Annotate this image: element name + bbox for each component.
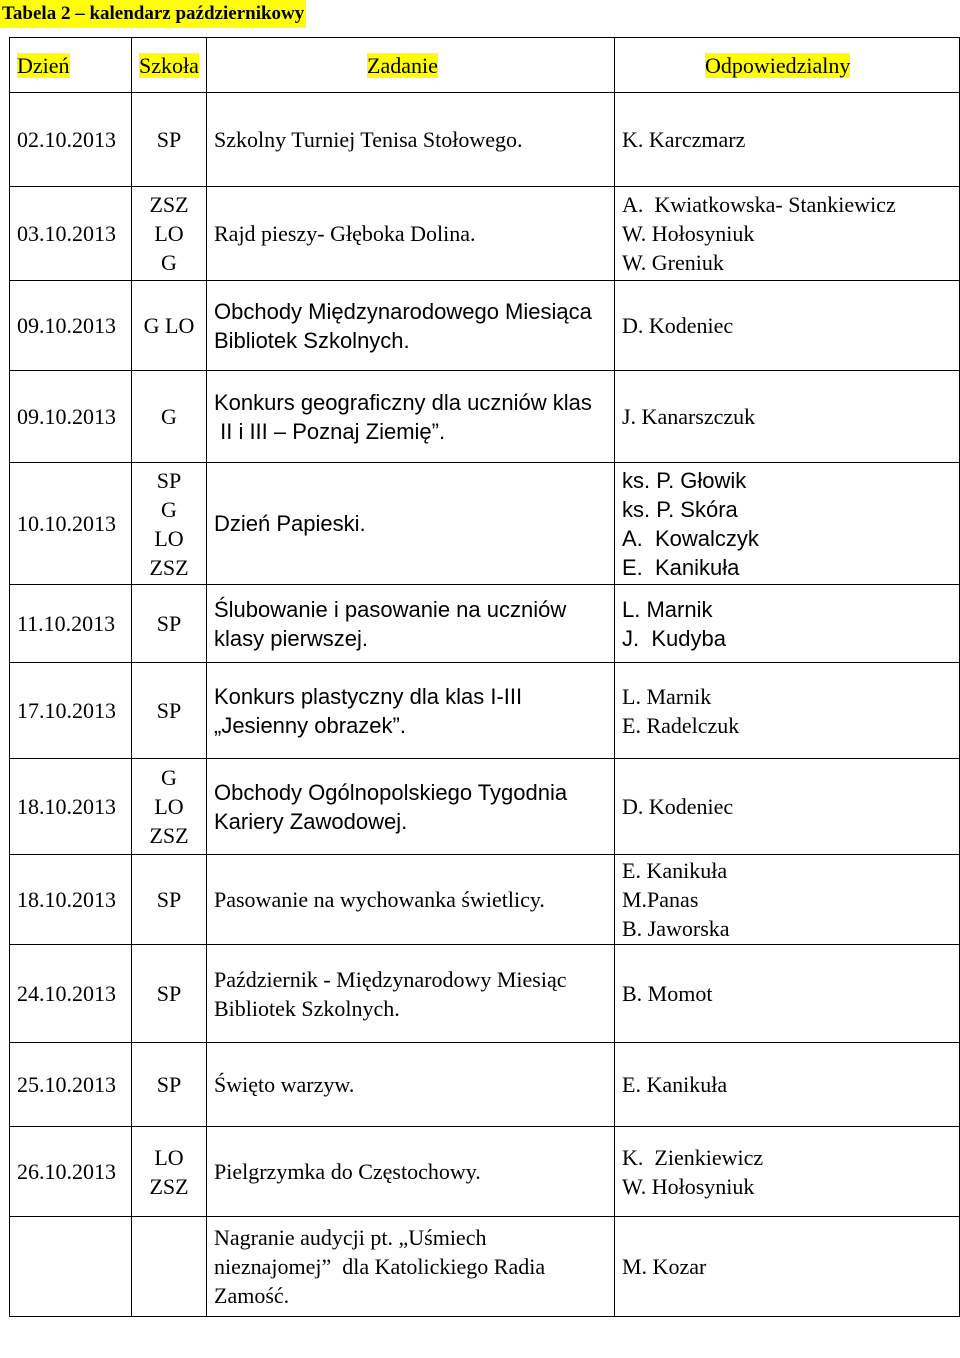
header-responsible: Odpowiedzialny: [615, 38, 960, 93]
table-row: [10, 759, 960, 855]
cell-date: 17.10.2013: [10, 663, 132, 759]
cell-school: [132, 663, 207, 759]
responsible-person: W. Hołosyniuk: [622, 221, 755, 246]
cell-school: [132, 585, 207, 663]
cell-task: [207, 585, 615, 663]
task-line: II i III – Poznaj Ziemię”.: [214, 418, 446, 444]
task-line: Rajd pieszy- Głęboka Dolina.: [214, 221, 476, 246]
cell-task: [207, 1127, 615, 1217]
cell-date: 18.10.2013: [10, 855, 132, 945]
responsible-person: J. Kanarszczuk: [622, 404, 756, 429]
table-row: [10, 663, 960, 759]
cell-date: 24.10.2013: [10, 945, 132, 1043]
cell-school: [132, 371, 207, 463]
header-row: [10, 38, 960, 93]
cell-date: 02.10.2013: [10, 93, 132, 187]
task-line: Święto warzyw.: [214, 1072, 355, 1097]
responsible-person: K. Karczmarz: [622, 127, 746, 152]
cell-date: 18.10.2013: [10, 759, 132, 855]
cell-school: [132, 281, 207, 371]
cell-date: 11.10.2013: [10, 585, 132, 663]
responsible-person: L. Marnik: [622, 596, 713, 622]
cell-date: 09.10.2013: [10, 281, 132, 371]
table-row: [10, 93, 960, 187]
responsible-person: M. Kozar: [622, 1254, 707, 1279]
table-row: [10, 855, 960, 945]
cell-school: [132, 187, 207, 281]
school-code: LO: [154, 1144, 184, 1170]
school-code: SP: [156, 1072, 182, 1097]
responsible-person: ks. P. Skóra: [622, 496, 738, 522]
responsible-person: L. Marnik: [622, 683, 712, 709]
cell-responsible: [615, 585, 960, 663]
responsible-person: B. Jaworska: [622, 916, 730, 941]
table-row: [10, 371, 960, 463]
cell-task: [207, 759, 615, 855]
cell-school: [132, 759, 207, 855]
header-task: Zadanie: [207, 38, 615, 93]
table-caption: Tabela 2 – kalendarz październikowy: [0, 0, 306, 28]
task-line: Ślubowanie i pasowanie na uczniów: [214, 596, 567, 622]
cell-date: 09.10.2013: [10, 371, 132, 463]
task-line: Pasowanie na wychowanka świetlicy.: [214, 887, 545, 912]
cell-task: [207, 463, 615, 585]
school-code: SP: [156, 981, 182, 1006]
header-school: Szkoła: [132, 38, 207, 93]
school-code: SP: [156, 127, 182, 152]
school-code: LO: [154, 794, 184, 819]
task-line: klasy pierwszej.: [214, 625, 369, 651]
header-day: Dzień: [10, 38, 132, 93]
task-line: Konkurs geograficzny dla uczniów klas: [214, 389, 592, 415]
cell-task: [207, 371, 615, 463]
table-row: [10, 1217, 960, 1317]
table-row: [10, 187, 960, 281]
cell-date: 10.10.2013: [10, 463, 132, 585]
cell-responsible: [615, 1217, 960, 1317]
calendar-table: [9, 37, 960, 1317]
cell-school: [132, 855, 207, 945]
cell-school: [132, 93, 207, 187]
task-line: Październik - Międzynarodowy Miesiąc: [214, 966, 567, 992]
table-row: [10, 945, 960, 1043]
responsible-person: W. Hołosyniuk: [622, 1173, 755, 1199]
task-line: Zamość.: [214, 1283, 290, 1308]
school-code: ZSZ: [149, 1173, 189, 1199]
cell-responsible: [615, 281, 960, 371]
responsible-person: K. Zienkiewicz: [622, 1144, 764, 1170]
school-code: G: [161, 765, 177, 790]
cell-task: [207, 1043, 615, 1127]
task-line: nieznajomej” dla Katolickiego Radia: [214, 1254, 546, 1279]
school-code: G: [161, 404, 177, 429]
cell-responsible: [615, 93, 960, 187]
cell-date: 25.10.2013: [10, 1043, 132, 1127]
school-code: ZSZ: [149, 554, 189, 580]
school-code: SP: [156, 467, 182, 493]
school-code: LO: [154, 221, 184, 246]
task-line: Bibliotek Szkolnych.: [214, 327, 410, 353]
task-line: Dzień Papieski.: [214, 511, 366, 536]
cell-responsible: [615, 855, 960, 945]
task-line: Kariery Zawodowej.: [214, 808, 408, 834]
responsible-person: J. Kudyba: [622, 625, 726, 651]
school-code: G: [161, 496, 177, 522]
responsible-person: D. Kodeniec: [622, 313, 734, 338]
responsible-person: E. Kanikuła: [622, 858, 728, 883]
responsible-person: E. Kanikuła: [622, 1072, 728, 1097]
cell-responsible: [615, 463, 960, 585]
school-code: ZSZ: [149, 823, 189, 848]
responsible-person: W. Greniuk: [622, 250, 724, 275]
school-code: SP: [156, 611, 182, 636]
task-line: Bibliotek Szkolnych.: [214, 995, 400, 1021]
cell-date: 26.10.2013: [10, 1127, 132, 1217]
cell-school: [132, 463, 207, 585]
task-line: Obchody Międzynarodowego Miesiąca: [214, 298, 592, 324]
cell-school: [132, 945, 207, 1043]
cell-responsible: [615, 759, 960, 855]
table-row: [10, 281, 960, 371]
cell-task: [207, 1217, 615, 1317]
cell-task: [207, 93, 615, 187]
cell-task: [207, 187, 615, 281]
responsible-person: E. Kanikuła: [622, 554, 740, 580]
table-row: [10, 463, 960, 585]
cell-task: [207, 945, 615, 1043]
school-code: SP: [156, 698, 182, 723]
cell-responsible: [615, 663, 960, 759]
cell-date: 03.10.2013: [10, 187, 132, 281]
table-row: [10, 585, 960, 663]
cell-school: [132, 1043, 207, 1127]
cell-school: [132, 1127, 207, 1217]
school-code: G LO: [143, 313, 195, 338]
task-line: Szkolny Turniej Tenisa Stołowego.: [214, 127, 523, 152]
responsible-person: M.Panas: [622, 887, 699, 912]
task-line: Nagranie audycji pt. „Uśmiech: [214, 1225, 487, 1250]
task-line: Konkurs plastyczny dla klas I-III: [214, 683, 523, 709]
cell-responsible: [615, 371, 960, 463]
table-row: [10, 1043, 960, 1127]
cell-responsible: [615, 1127, 960, 1217]
cell-task: [207, 663, 615, 759]
cell-responsible: [615, 1043, 960, 1127]
cell-task: [207, 855, 615, 945]
responsible-person: ks. P. Głowik: [622, 467, 747, 493]
table-row: [10, 1127, 960, 1217]
task-line: Obchody Ogólnopolskiego Tygodnia: [214, 779, 568, 805]
cell-responsible: [615, 945, 960, 1043]
responsible-person: B. Momot: [622, 981, 713, 1006]
responsible-person: A. Kowalczyk: [622, 525, 759, 551]
cell-school: [132, 1217, 207, 1317]
responsible-person: E. Radelczuk: [622, 712, 740, 738]
school-code: LO: [154, 525, 184, 551]
school-code: SP: [156, 887, 182, 912]
cell-responsible: [615, 187, 960, 281]
cell-date: [10, 1217, 132, 1317]
task-line: „Jesienny obrazek”.: [214, 712, 406, 738]
cell-task: [207, 281, 615, 371]
responsible-person: A. Kwiatkowska- Stankiewicz: [622, 192, 896, 217]
responsible-person: D. Kodeniec: [622, 794, 734, 819]
school-code: ZSZ: [149, 192, 189, 217]
school-code: G: [161, 250, 177, 275]
task-line: Pielgrzymka do Częstochowy.: [214, 1159, 481, 1184]
